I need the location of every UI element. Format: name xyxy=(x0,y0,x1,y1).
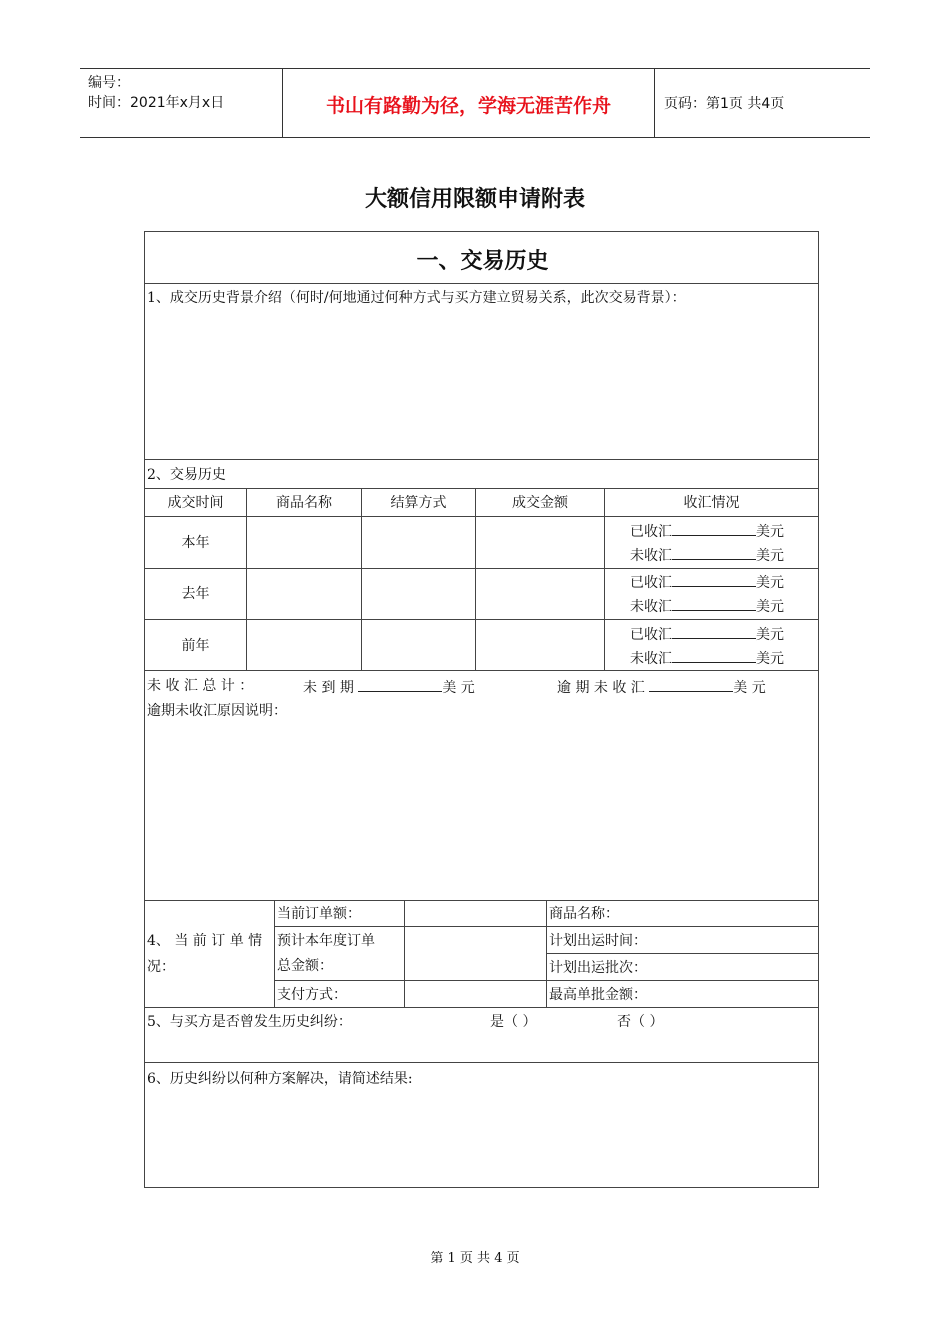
unreceived-amount: 未收汇 美元 xyxy=(630,596,784,616)
received-amount: 已收汇 美元 xyxy=(630,521,784,541)
unreceived-amount: 未收汇 美元 xyxy=(630,648,784,668)
dispute-yes-option[interactable]: 是（ ） xyxy=(490,1014,537,1030)
column-header: 成交时间 xyxy=(167,495,224,511)
header-page-info: 页码：第1页 共4页 xyxy=(664,96,785,112)
row-period: 前年 xyxy=(181,638,210,654)
header-motto: 书山有路勤为径，学海无涯苦作舟 xyxy=(325,95,611,117)
question-5-label: 5、与买方是否曾发生历史纠纷： xyxy=(147,1014,352,1030)
column-header: 成交金额 xyxy=(512,495,568,511)
column-header: 商品名称 xyxy=(276,495,332,511)
forecast-amount-label: 预计本年度订单 xyxy=(277,933,375,949)
question-2-label: 2、交易历史 xyxy=(147,467,226,483)
max-batch-amount-label: 最高单批金额： xyxy=(549,987,647,1003)
question-4-label: 4、 当 前 订 单 情 xyxy=(147,933,263,949)
column-header: 结算方式 xyxy=(390,495,447,511)
question-1-label: 1、成交历史背景介绍（何时/何地通过何种方式与买方建立贸易关系，此次交易背景）： xyxy=(147,290,686,306)
serial-label: 编号： xyxy=(88,75,130,91)
totals-label: 未 收 汇 总 计 ： xyxy=(147,678,254,694)
forecast-amount-label: 总金额： xyxy=(277,958,333,974)
document-title: 大额信用限额申请附表 xyxy=(364,187,585,212)
question-4-label: 况： xyxy=(147,959,175,975)
totals-overdue: 逾 期 未 收 汇 美 元 xyxy=(557,677,766,697)
page-header xyxy=(80,68,870,138)
application-form xyxy=(144,231,819,1188)
ship-batch-label: 计划出运批次： xyxy=(549,960,647,976)
page-footer: 第 1 页 共 4 页 xyxy=(430,1251,520,1266)
row-period: 去年 xyxy=(181,586,210,602)
unreceived-amount: 未收汇 美元 xyxy=(630,545,784,565)
product-name-label: 商品名称： xyxy=(549,906,619,922)
received-amount: 已收汇 美元 xyxy=(630,624,784,644)
section-title: 一、交易历史 xyxy=(416,249,549,274)
time-label: 时间：2021年x月x日 xyxy=(88,95,225,111)
row-period: 本年 xyxy=(181,535,210,551)
overdue-reason-label: 逾期未收汇原因说明： xyxy=(147,703,287,719)
received-amount: 已收汇 美元 xyxy=(630,572,784,592)
payment-method-label: 支付方式： xyxy=(277,987,347,1003)
current-order-amount-label: 当前订单额： xyxy=(277,906,361,922)
dispute-no-option[interactable]: 否（ ） xyxy=(617,1014,664,1030)
question-6-label: 6、历史纠纷以何种方案解决，请简述结果: xyxy=(147,1071,413,1087)
totals-not-due: 未 到 期 美 元 xyxy=(303,677,475,697)
column-header: 收汇情况 xyxy=(683,495,740,511)
header-meta xyxy=(88,73,224,113)
header-divider xyxy=(654,69,655,137)
ship-time-label: 计划出运时间： xyxy=(549,933,647,949)
